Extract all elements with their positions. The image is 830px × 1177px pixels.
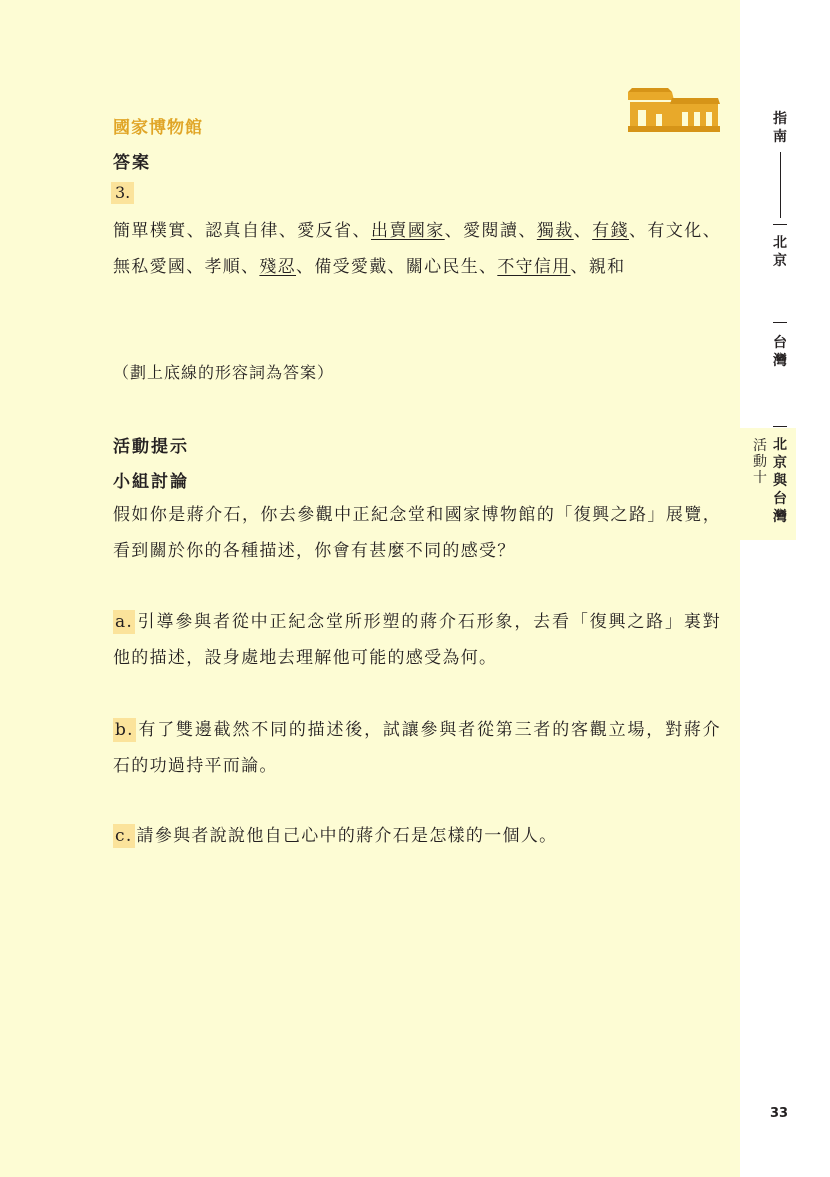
sidebar-dash: [773, 224, 787, 225]
adjective-text: 、: [573, 221, 593, 241]
sidebar: [740, 0, 830, 1177]
adjective-text: 、備受愛戴、關心民生、: [296, 257, 498, 277]
hint-marker: a.: [115, 612, 134, 632]
sidebar-divider: [780, 152, 781, 218]
sidebar-section: 指南: [773, 111, 787, 145]
activity-heading: 活動提示: [113, 437, 189, 457]
sidebar-dash: [773, 426, 787, 427]
answer-note: （劃上底線的形容詞為答案）: [113, 363, 335, 382]
hint-marker: b.: [115, 720, 134, 740]
sidebar-activity: 活動十: [753, 438, 767, 486]
discussion-heading: 小組討論: [113, 472, 189, 492]
page-number: 33: [770, 1106, 789, 1121]
sidebar-segment-taiwan: 台灣: [773, 335, 787, 369]
adjective-text: 、愛閱讀、: [444, 221, 537, 241]
sidebar-segment-beijing-taiwan: 北京與台灣: [773, 437, 787, 525]
hint-text: 有了雙邊截然不同的描述後，試讓參與者從第三者的客觀立場，對蔣介石的功過持平而論。: [113, 720, 721, 776]
sidebar-dash: [773, 322, 787, 323]
adjective-text: 、有文化、無私愛國、孝順、: [113, 221, 722, 277]
sidebar-segment-beijing: 北京: [773, 235, 787, 269]
underlined-adjective: 有錢: [592, 221, 629, 241]
answer-adjectives: [113, 213, 721, 285]
hint-item-a: [113, 604, 721, 676]
discussion-question: 假如你是蔣介石，你去參觀中正紀念堂和國家博物館的「復興之路」展覽，看到關於你的各種描述，你會有甚麼不同的感受？: [113, 505, 721, 561]
underlined-adjective: 不守信用: [497, 257, 571, 277]
museum-building-icon: [628, 88, 720, 132]
venue-title: 國家博物館: [113, 118, 203, 138]
adjective-text: 、親和: [570, 257, 626, 277]
underlined-adjective: 獨裁: [536, 221, 574, 241]
hint-text: 引導參與者從中正紀念堂所形塑的蔣介石形象，去看「復興之路」裏對他的描述，設身處地去理解他可能的感受為何。: [113, 612, 721, 668]
underlined-adjective: 出賣國家: [370, 221, 445, 241]
answer-heading: 答案: [113, 153, 151, 173]
hint-item-c: [113, 818, 721, 854]
hint-text: 請參與者說說他自己心中的蔣介石是怎樣的一個人。: [136, 826, 558, 846]
hint-item-b: [113, 712, 721, 784]
adjective-text: 簡單樸實、認真自律、愛反省、: [113, 221, 371, 241]
hint-marker: c.: [115, 826, 133, 846]
underlined-adjective: 殘忍: [259, 257, 297, 277]
answer-number: 3.: [111, 182, 134, 204]
